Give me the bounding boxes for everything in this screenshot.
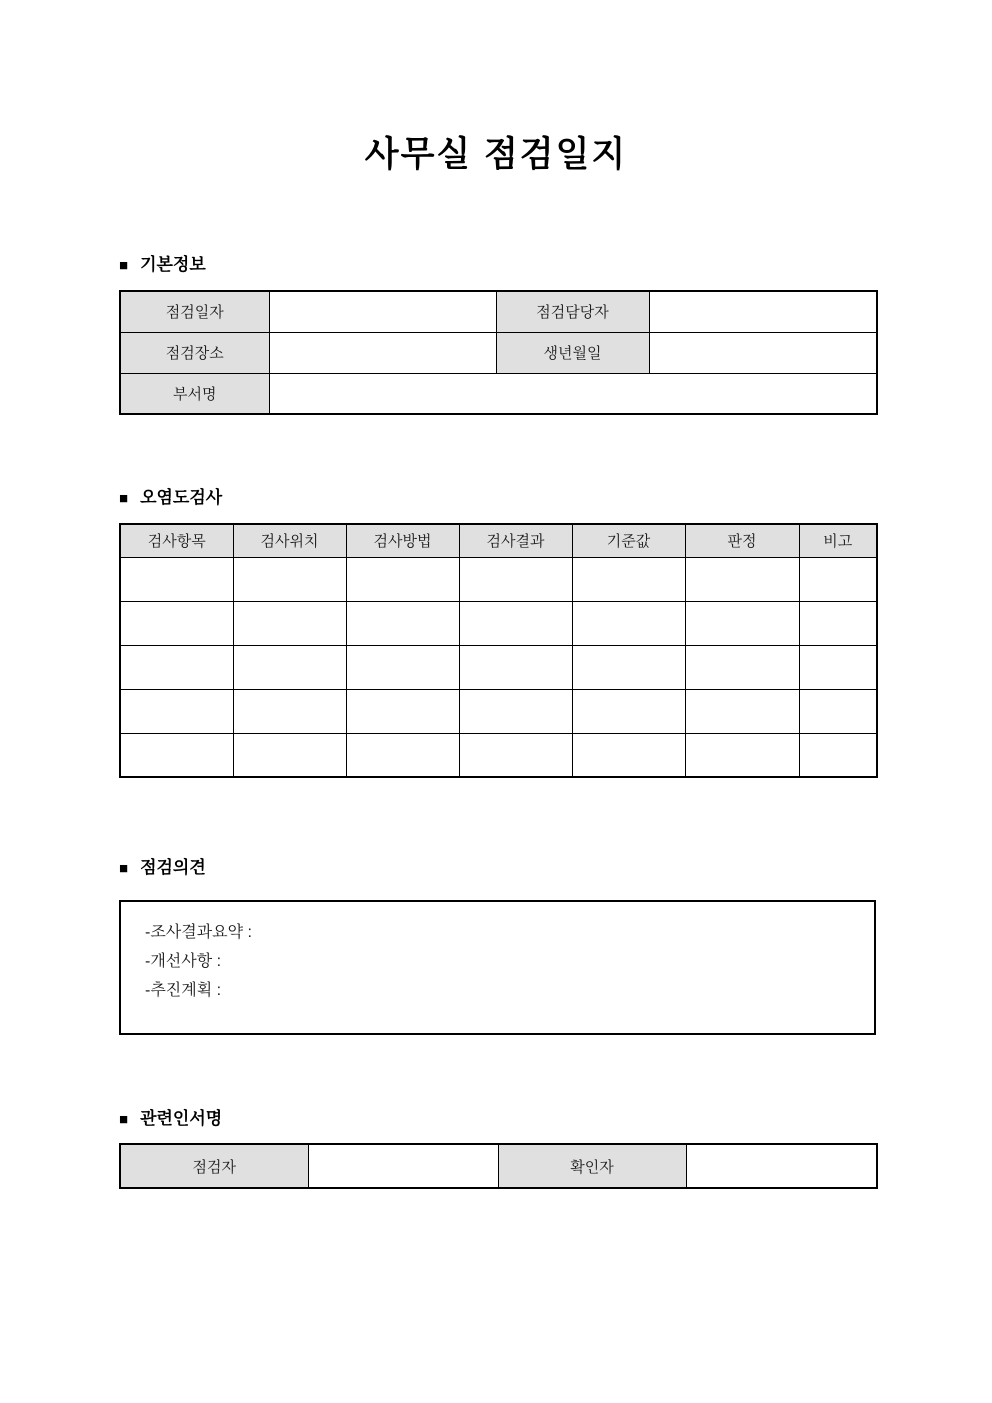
basic-info-value-birth-date[interactable]	[649, 332, 877, 373]
col-header-note: 비고	[799, 524, 877, 557]
opinion-line-improvements: -개선사항 :	[145, 953, 222, 970]
basic-info-value-department[interactable]	[269, 373, 877, 414]
test-cell[interactable]	[346, 601, 459, 645]
basic-info-value-location[interactable]	[269, 332, 496, 373]
test-cell[interactable]	[459, 601, 572, 645]
opinion-line-action-plan: -추진계획 :	[145, 982, 222, 999]
test-cell[interactable]	[685, 733, 799, 777]
test-cell[interactable]	[120, 645, 233, 689]
test-cell[interactable]	[233, 557, 346, 601]
test-cell[interactable]	[233, 689, 346, 733]
test-cell[interactable]	[346, 689, 459, 733]
section-heading-contamination-test	[119, 488, 876, 508]
table-row	[120, 689, 877, 733]
test-cell[interactable]	[799, 645, 877, 689]
basic-info-value-inspector[interactable]	[649, 291, 877, 332]
test-cell[interactable]	[572, 557, 685, 601]
test-cell[interactable]	[120, 689, 233, 733]
section-bullet-icon: ■	[119, 1110, 129, 1128]
table-row	[120, 1144, 877, 1188]
section-heading-inspection-opinion	[119, 858, 876, 878]
table-row	[120, 373, 877, 414]
table-row	[120, 291, 877, 332]
signatures-table	[119, 1143, 878, 1189]
col-header-judgment: 판정	[685, 524, 799, 557]
test-cell[interactable]	[685, 557, 799, 601]
section-heading-label: 오염도검사	[140, 488, 223, 507]
basic-info-table	[119, 290, 878, 415]
test-cell[interactable]	[346, 733, 459, 777]
test-cell[interactable]	[120, 601, 233, 645]
table-row	[120, 601, 877, 645]
section-heading-signatures	[119, 1109, 876, 1129]
signature-label-verifier: 확인자	[498, 1144, 686, 1188]
test-cell[interactable]	[346, 557, 459, 601]
test-cell[interactable]	[459, 557, 572, 601]
inspection-opinion-box[interactable]	[119, 900, 876, 1035]
document-title: 사무실 점검일지	[364, 135, 628, 174]
table-row	[120, 645, 877, 689]
test-cell[interactable]	[799, 689, 877, 733]
test-cell[interactable]	[346, 645, 459, 689]
signature-value-inspector[interactable]	[308, 1144, 498, 1188]
section-bullet-icon: ■	[119, 489, 129, 507]
opinion-line-survey-summary: -조사결과요약 :	[145, 924, 252, 941]
test-cell[interactable]	[233, 645, 346, 689]
basic-info-label-location: 점검장소	[120, 332, 269, 373]
col-header-test-item: 검사항목	[120, 524, 233, 557]
basic-info-label-inspector: 점검담당자	[496, 291, 649, 332]
test-cell[interactable]	[459, 689, 572, 733]
test-cell[interactable]	[572, 733, 685, 777]
test-cell[interactable]	[120, 557, 233, 601]
test-cell[interactable]	[685, 689, 799, 733]
test-cell[interactable]	[572, 689, 685, 733]
basic-info-label-department: 부서명	[120, 373, 269, 414]
test-cell[interactable]	[685, 601, 799, 645]
signature-label-inspector: 점검자	[120, 1144, 308, 1188]
contamination-test-table	[119, 523, 878, 778]
test-cell[interactable]	[233, 601, 346, 645]
basic-info-value-inspection-date[interactable]	[269, 291, 496, 332]
table-row	[120, 332, 877, 373]
test-cell[interactable]	[459, 733, 572, 777]
document-content	[119, 255, 876, 1189]
table-header-row	[120, 524, 877, 557]
basic-info-label-inspection-date: 점검일자	[120, 291, 269, 332]
test-cell[interactable]	[572, 645, 685, 689]
col-header-test-location: 검사위치	[233, 524, 346, 557]
col-header-test-method: 검사방법	[346, 524, 459, 557]
section-heading-label: 점검의견	[140, 858, 206, 877]
test-cell[interactable]	[799, 601, 877, 645]
section-heading-label: 관련인서명	[140, 1109, 223, 1128]
section-bullet-icon: ■	[119, 256, 129, 274]
test-cell[interactable]	[685, 645, 799, 689]
table-row	[120, 733, 877, 777]
section-heading-basic-info	[119, 255, 876, 275]
table-row	[120, 557, 877, 601]
test-cell[interactable]	[572, 601, 685, 645]
col-header-standard-value: 기준값	[572, 524, 685, 557]
test-cell[interactable]	[120, 733, 233, 777]
signature-value-verifier[interactable]	[686, 1144, 877, 1188]
test-cell[interactable]	[799, 557, 877, 601]
section-heading-label: 기본정보	[140, 255, 206, 274]
test-cell[interactable]	[233, 733, 346, 777]
col-header-test-result: 검사결과	[459, 524, 572, 557]
test-cell[interactable]	[799, 733, 877, 777]
section-bullet-icon: ■	[119, 859, 129, 877]
basic-info-label-birth-date: 생년월일	[496, 332, 649, 373]
test-cell[interactable]	[459, 645, 572, 689]
